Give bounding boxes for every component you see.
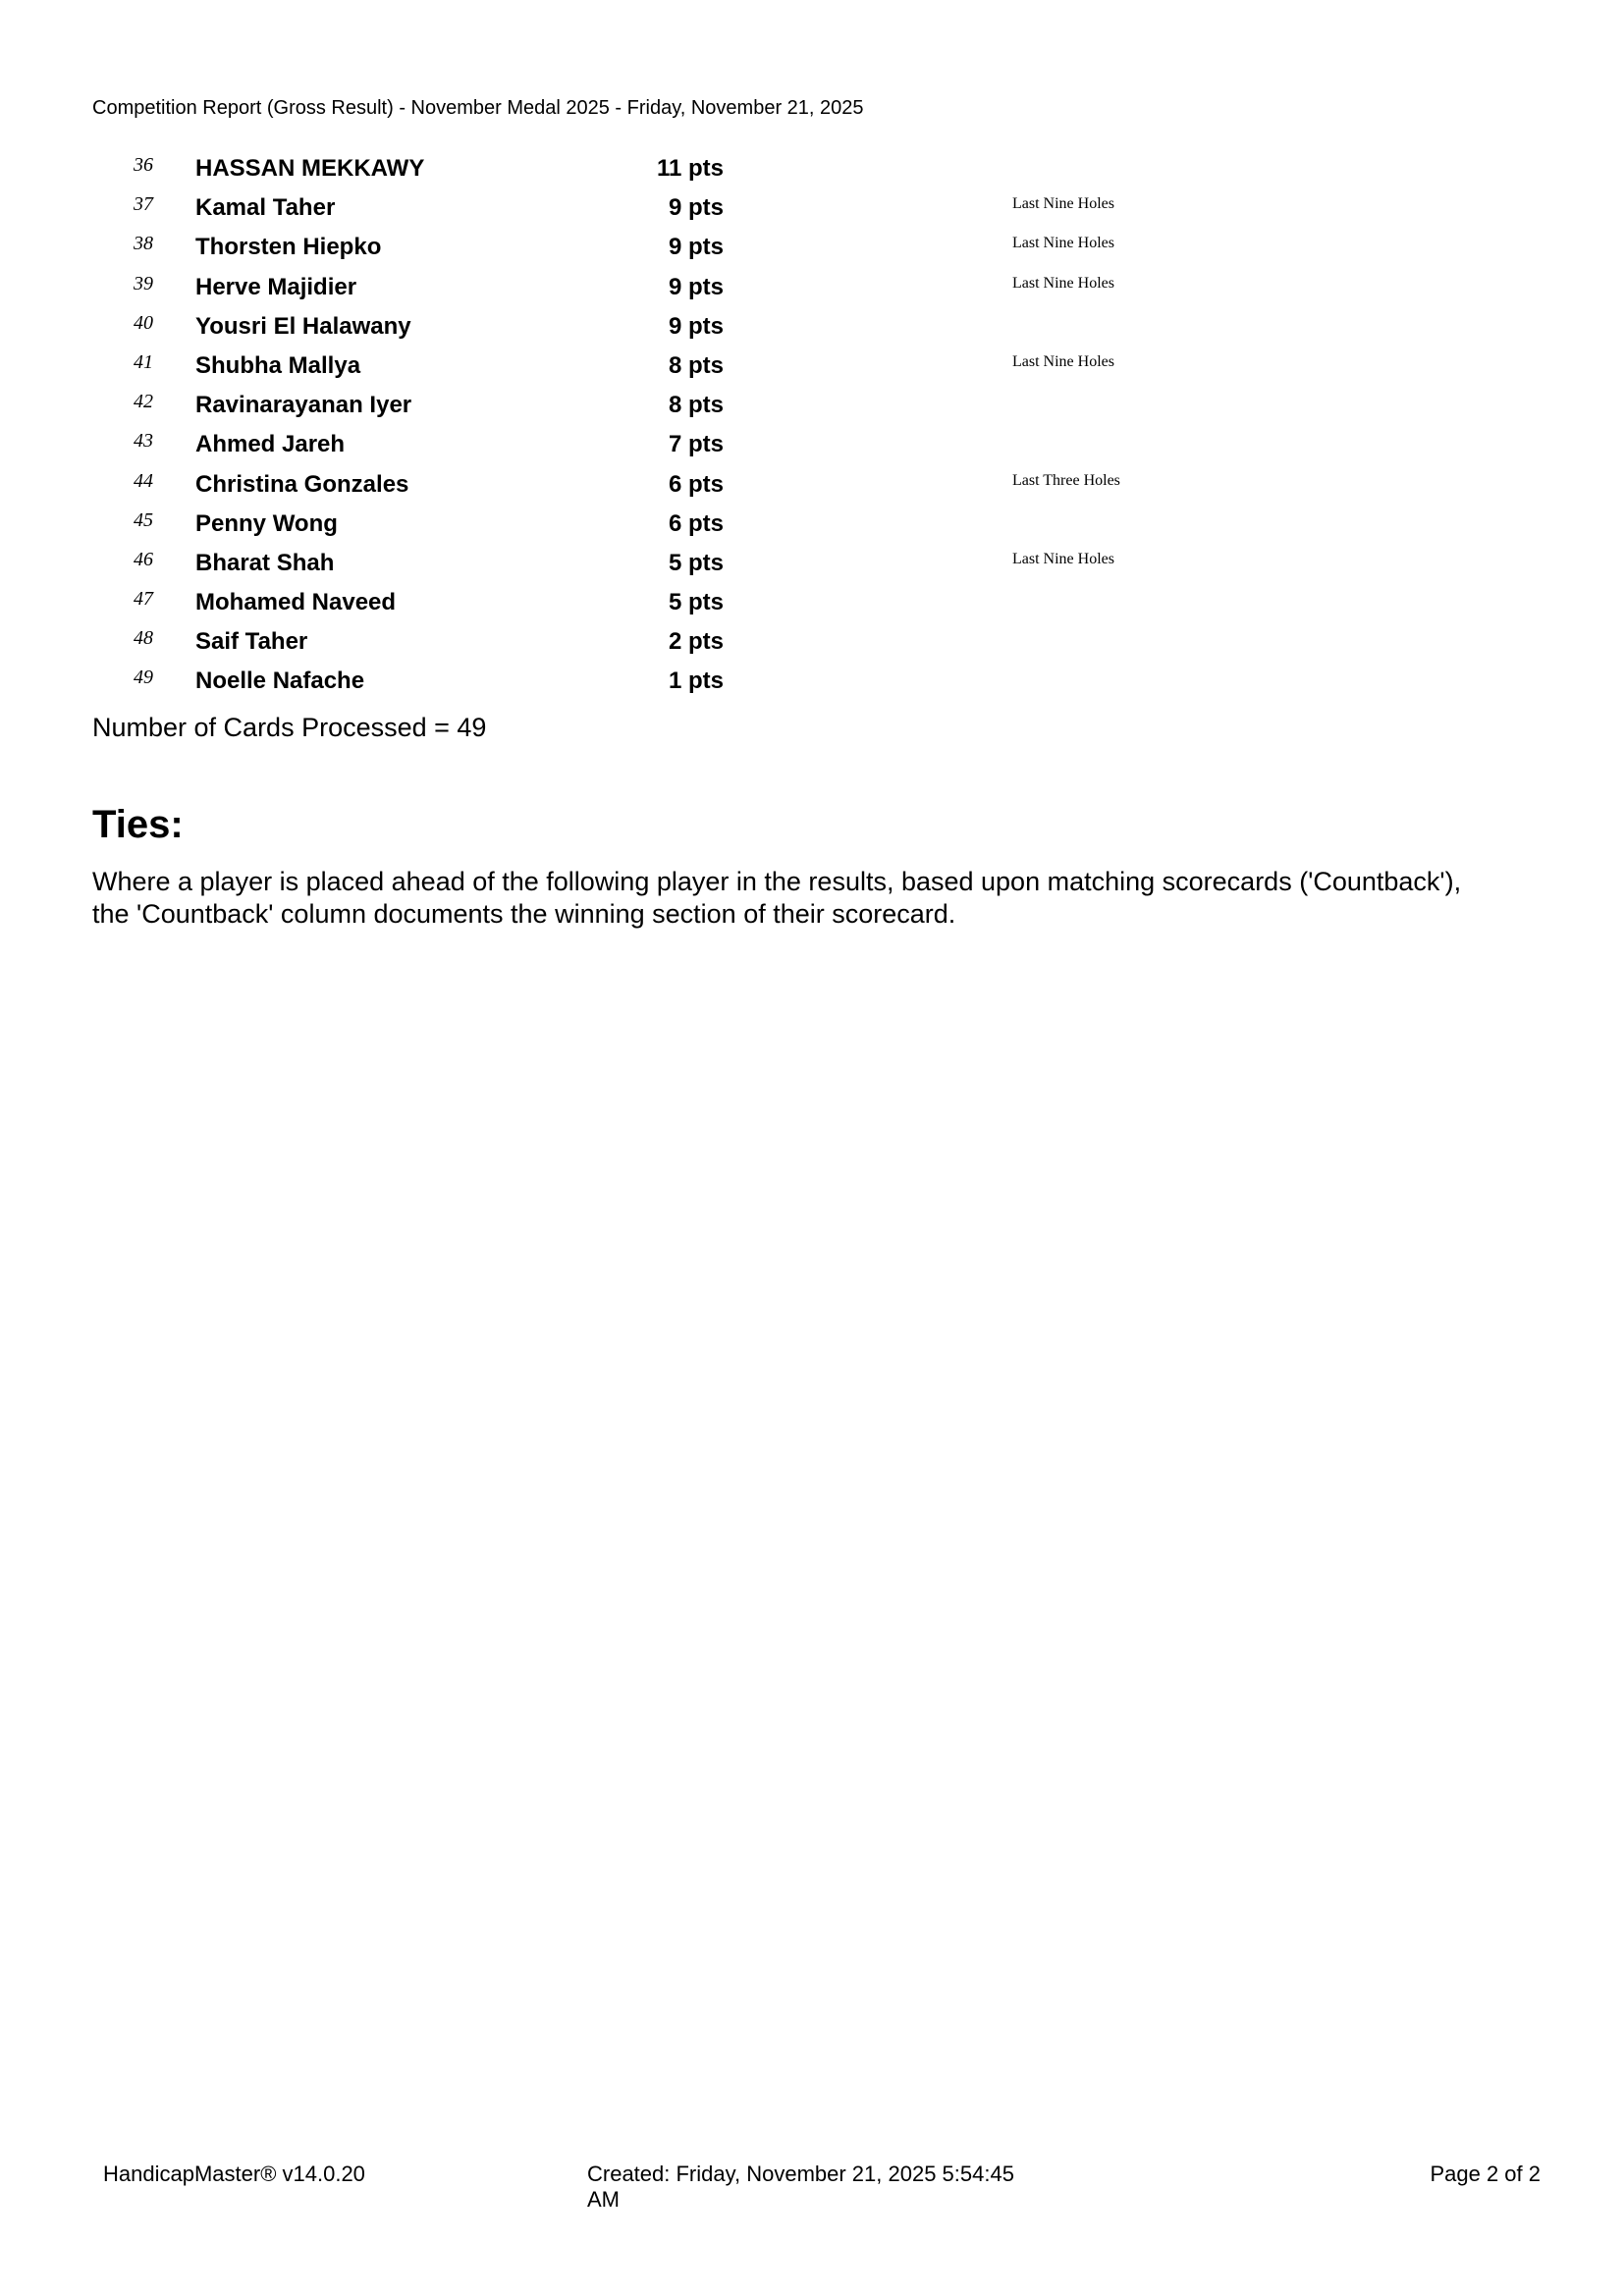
result-player-name: Noelle Nafache (195, 667, 365, 695)
result-row (0, 349, 1624, 389)
result-player-name: Herve Majidier (195, 273, 357, 300)
result-position: 43 (134, 430, 153, 453)
result-row (0, 271, 1624, 310)
result-row (0, 468, 1624, 507)
result-score: 6 pts (668, 509, 724, 537)
result-score: 5 pts (668, 589, 724, 616)
result-position: 42 (134, 391, 153, 413)
footer-created-line: AM (587, 2187, 620, 2212)
result-player-name: Bharat Shah (195, 549, 335, 576)
footer-created-timestamp (587, 2162, 1058, 2213)
result-position: 39 (134, 272, 153, 294)
result-row (0, 191, 1624, 231)
result-countback: Last Nine Holes (1012, 235, 1114, 252)
result-row (0, 428, 1624, 467)
result-position: 36 (134, 154, 153, 176)
result-position: 41 (134, 350, 153, 373)
ties-explanation-line: Where a player is placed ahead of the following player in the results, based upon matching scorecards ('Countback'), (92, 867, 1462, 896)
result-row (0, 507, 1624, 547)
result-countback: Last Nine Holes (1012, 195, 1114, 213)
result-player-name: Penny Wong (195, 509, 338, 537)
results-table (0, 152, 1624, 705)
result-player-name: Christina Gonzales (195, 470, 409, 498)
result-countback: Last Three Holes (1012, 471, 1120, 489)
result-player-name: Ahmed Jareh (195, 431, 346, 458)
result-position: 47 (134, 588, 153, 611)
result-row (0, 389, 1624, 428)
cards-processed-summary: Number of Cards Processed = 49 (92, 713, 487, 742)
result-player-name: Mohamed Naveed (195, 589, 397, 616)
result-player-name: Thorsten Hiepko (195, 234, 382, 261)
result-row (0, 310, 1624, 349)
result-player-name: HASSAN MEKKAWY (195, 155, 425, 182)
ties-heading: Ties: (92, 803, 184, 846)
result-row (0, 152, 1624, 191)
report-title: Competition Report (Gross Result) - November Medal 2025 - Friday, November 21, 2025 (92, 97, 864, 119)
result-position: 37 (134, 193, 153, 216)
result-score: 5 pts (668, 549, 724, 576)
result-score: 1 pts (668, 667, 724, 695)
result-position: 45 (134, 508, 153, 531)
result-score: 2 pts (668, 628, 724, 656)
result-countback: Last Nine Holes (1012, 274, 1114, 292)
ties-explanation (92, 866, 1545, 931)
result-player-name: Ravinarayanan Iyer (195, 392, 412, 419)
result-row (0, 586, 1624, 625)
result-player-name: Yousri El Halawany (195, 312, 411, 340)
result-row (0, 665, 1624, 704)
result-score: 9 pts (668, 312, 724, 340)
result-row (0, 231, 1624, 270)
result-position: 38 (134, 233, 153, 255)
result-score: 8 pts (668, 392, 724, 419)
footer-software-version: HandicapMaster® v14.0.20 (103, 2162, 365, 2186)
result-row (0, 625, 1624, 665)
result-score: 8 pts (668, 351, 724, 379)
result-score: 9 pts (668, 234, 724, 261)
result-position: 48 (134, 627, 153, 650)
result-player-name: Kamal Taher (195, 194, 336, 222)
result-score: 11 pts (656, 155, 724, 182)
ties-explanation-line: the 'Countback' column documents the winning section of their scorecard. (92, 899, 956, 929)
result-position: 49 (134, 667, 153, 689)
footer-page-number: Page 2 of 2 (1430, 2162, 1541, 2186)
result-score: 9 pts (668, 194, 724, 222)
result-position: 40 (134, 311, 153, 334)
result-position: 44 (134, 469, 153, 492)
result-player-name: Saif Taher (195, 628, 308, 656)
result-countback: Last Nine Holes (1012, 550, 1114, 567)
result-score: 6 pts (668, 470, 724, 498)
result-player-name: Shubha Mallya (195, 351, 361, 379)
result-score: 7 pts (668, 431, 724, 458)
footer-created-line: Created: Friday, November 21, 2025 5:54:45 (587, 2162, 1014, 2186)
result-position: 46 (134, 548, 153, 570)
result-score: 9 pts (668, 273, 724, 300)
result-countback: Last Nine Holes (1012, 352, 1114, 370)
result-row (0, 547, 1624, 586)
